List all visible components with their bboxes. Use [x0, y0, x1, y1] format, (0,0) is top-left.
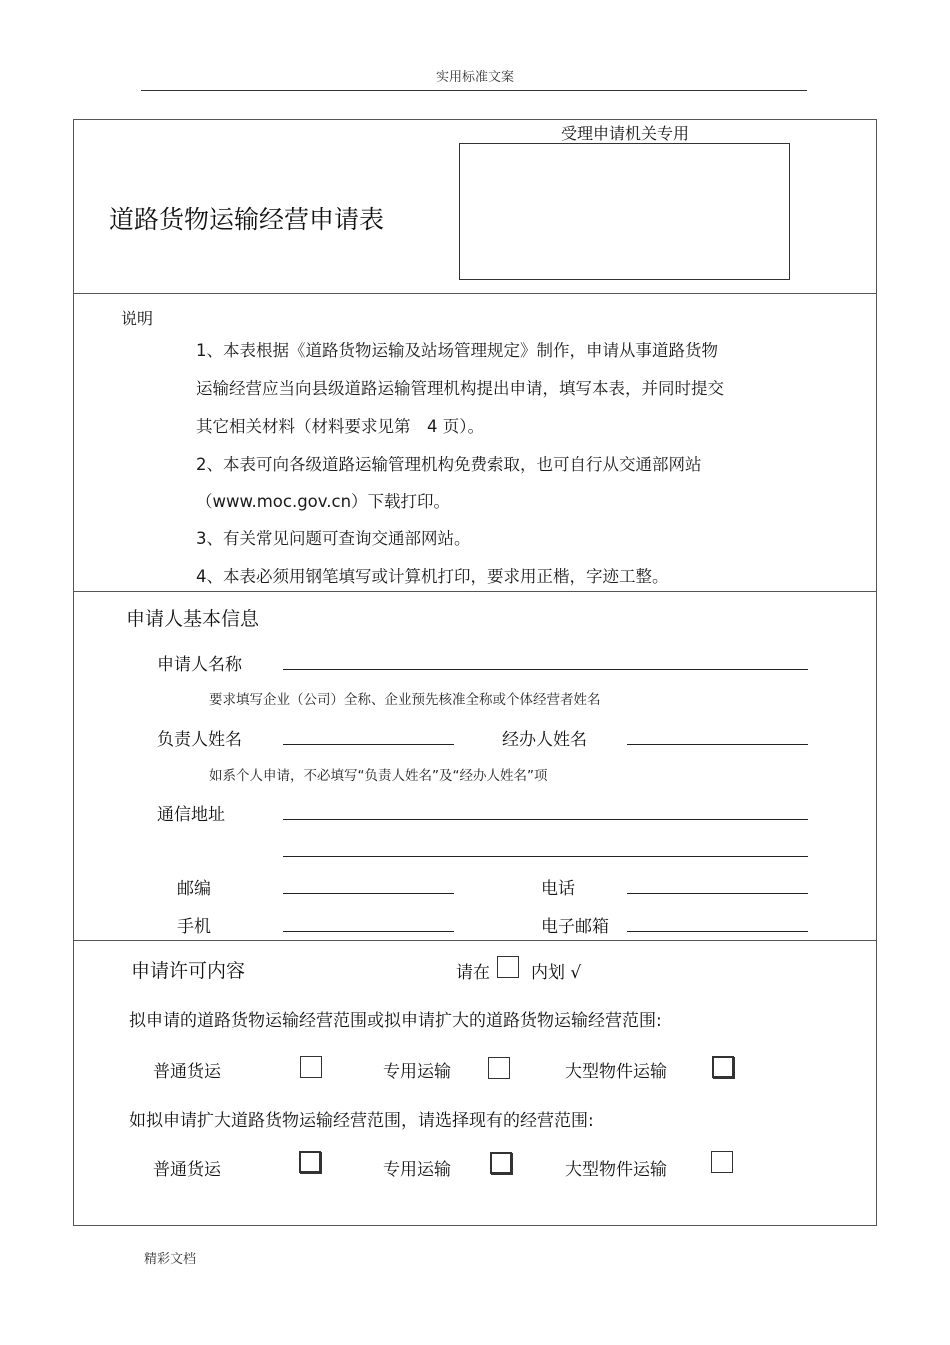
- note-line: （www.moc.gov.cn）下载打印。: [196, 492, 451, 511]
- phone-label: 电话: [541, 879, 575, 899]
- note-line: 4、本表必须用钢笔填写或计算机打印，要求用正楷，字迹工整。: [196, 567, 669, 586]
- agent-name-field[interactable]: [627, 744, 808, 745]
- principal-name-label: 负责人姓名: [157, 730, 242, 750]
- apply-special-transport-checkbox[interactable]: [488, 1057, 510, 1079]
- permit-section-heading: 申请许可内容: [131, 960, 246, 982]
- existing-scope-question: 如拟申请扩大道路货物运输经营范围，请选择现有的经营范围:: [129, 1111, 594, 1131]
- existing-special-transport-checkbox[interactable]: [490, 1152, 512, 1174]
- existing-large-cargo-label: 大型物件运输: [565, 1160, 667, 1180]
- scope-question: 拟申请的道路货物运输经营范围或拟申请扩大的道路货物运输经营范围:: [129, 1011, 662, 1031]
- email-field[interactable]: [627, 931, 808, 932]
- option-large-cargo-label: 大型物件运输: [565, 1062, 667, 1082]
- office-use-box: [459, 143, 790, 280]
- address-label: 通信地址: [157, 805, 225, 825]
- phone-field[interactable]: [627, 893, 808, 894]
- email-label: 电子邮箱: [541, 917, 609, 937]
- agent-name-label: 经办人姓名: [502, 730, 587, 750]
- address-field-line-1[interactable]: [283, 819, 808, 820]
- principal-name-field[interactable]: [283, 744, 454, 745]
- notes-heading: 说明: [121, 309, 154, 328]
- note-line: 2、本表可向各级道路运输管理机构免费索取，也可自行从交通部网站: [196, 455, 702, 474]
- section-divider: [73, 940, 877, 941]
- existing-general-freight-label: 普通货运: [153, 1160, 221, 1180]
- existing-general-freight-checkbox[interactable]: [299, 1151, 321, 1173]
- note-line: 3、有关常见问题可查询交通部网站。: [196, 529, 471, 548]
- stamp-box-label: 受理申请机关专用: [560, 124, 689, 143]
- person-hint: 如系个人申请，不必填写“负责人姓名”及“经办人姓名”项: [209, 768, 548, 784]
- option-special-transport-label: 专用运输: [383, 1062, 451, 1082]
- apply-large-cargo-checkbox[interactable]: [712, 1056, 734, 1078]
- mobile-field[interactable]: [283, 931, 454, 932]
- applicant-section-heading: 申请人基本信息: [126, 608, 260, 630]
- page-footer-text: 精彩文档: [144, 1252, 197, 1267]
- applicant-name-field[interactable]: [283, 669, 808, 670]
- note-line: 运输经营应当向县级道路运输管理机构提出申请，填写本表，并同时提交: [196, 379, 724, 398]
- address-field-line-2[interactable]: [283, 856, 808, 857]
- applicant-name-hint: 要求填写企业（公司）全称、企业预先核准全称或个体经营者姓名: [209, 692, 601, 708]
- postcode-field[interactable]: [283, 893, 454, 894]
- note-line: 1、本表根据《道路货物运输及站场管理规定》制作，申请从事道路货物: [196, 341, 718, 360]
- postcode-label: 邮编: [177, 879, 211, 899]
- note-line: 其它相关材料（材料要求见第 4 页）。: [196, 417, 484, 436]
- existing-special-transport-label: 专用运输: [383, 1160, 451, 1180]
- section-divider: [73, 293, 877, 294]
- existing-large-cargo-checkbox[interactable]: [711, 1151, 733, 1173]
- mobile-label: 手机: [177, 917, 211, 937]
- option-general-freight-label: 普通货运: [153, 1062, 221, 1082]
- apply-general-freight-checkbox[interactable]: [300, 1056, 322, 1078]
- applicant-name-label: 申请人名称: [157, 655, 242, 675]
- instruction-prefix: 请在: [456, 963, 490, 983]
- instruction-sample-checkbox: [497, 956, 519, 978]
- instruction-suffix: 内划 √: [531, 963, 582, 983]
- form-title: 道路货物运输经营申请表: [109, 205, 385, 234]
- header-divider: [141, 90, 807, 91]
- page-header-text: 实用标准文案: [435, 70, 514, 85]
- section-divider: [73, 591, 877, 592]
